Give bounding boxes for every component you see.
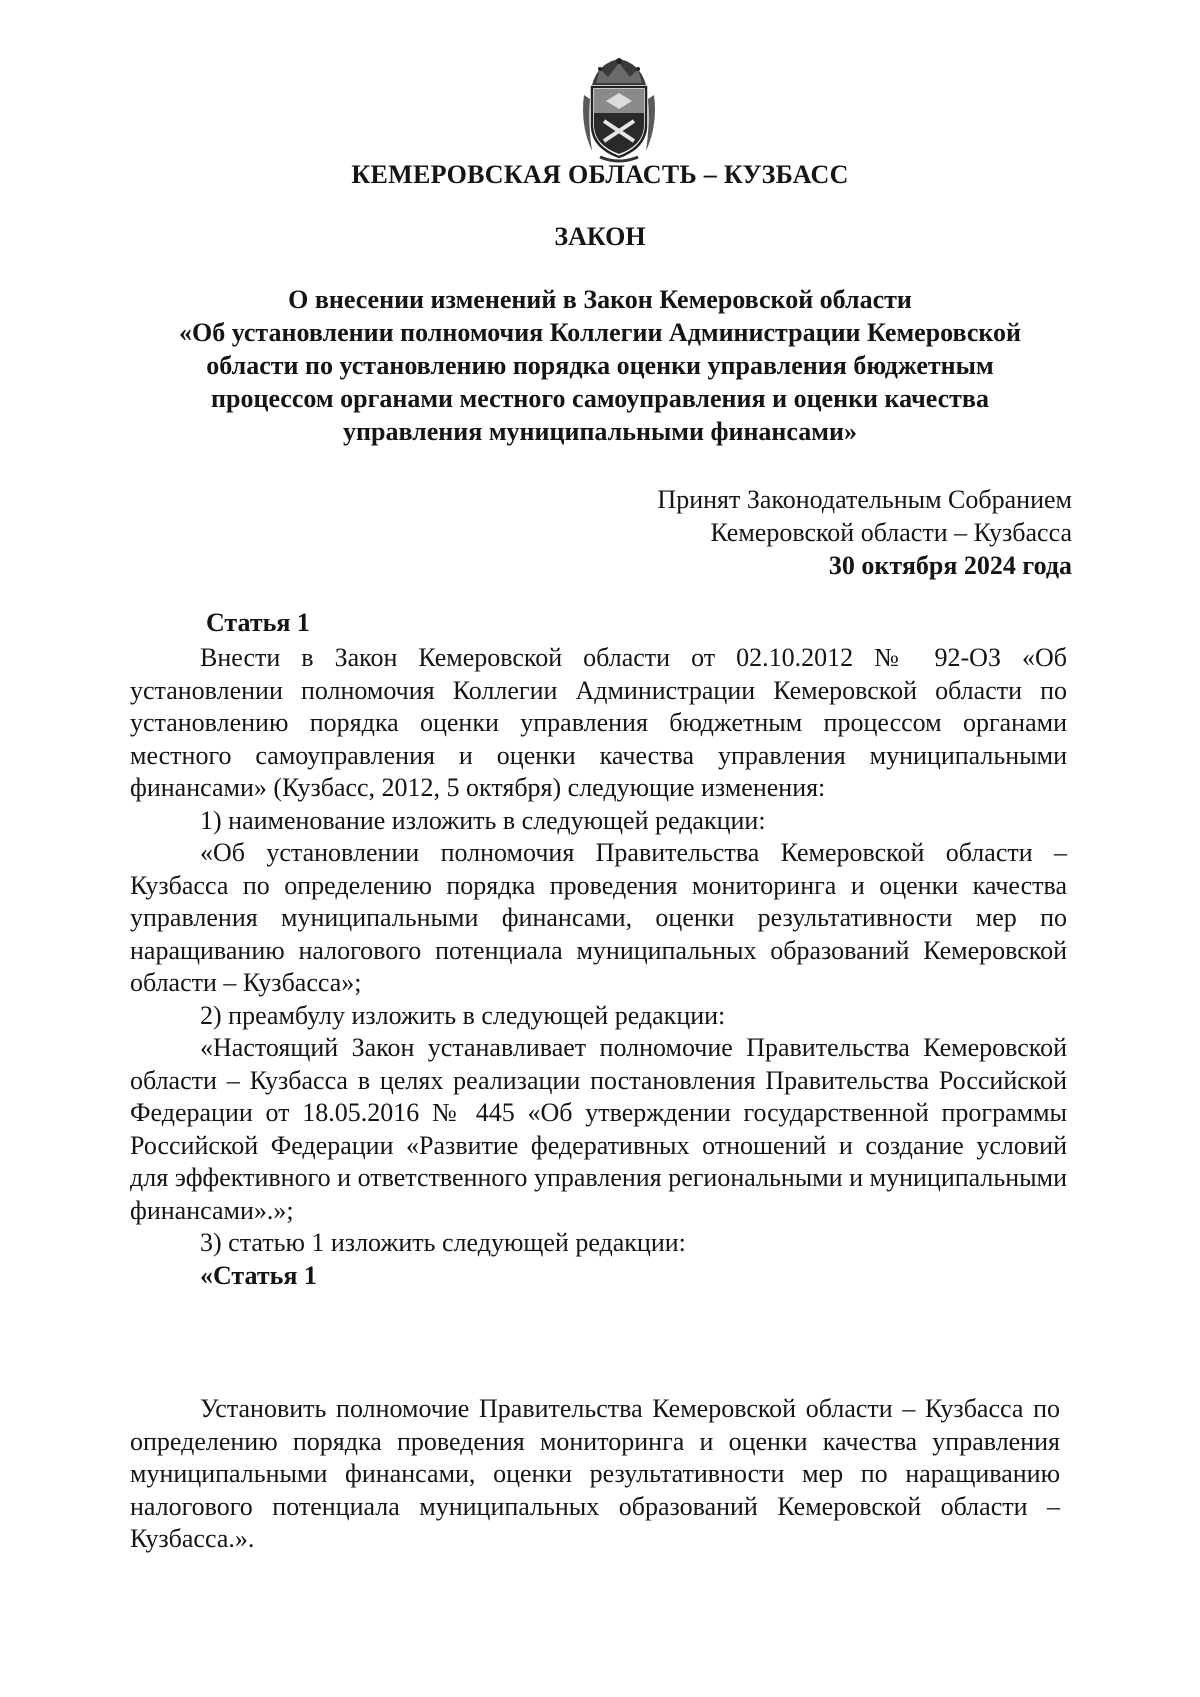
amendment-item: 3) статью 1 изложить следующей редакции:	[200, 1228, 686, 1257]
title-line: процессом органами местного самоуправления и оценки качества	[211, 384, 989, 413]
adoption-line: Принят Законодательным Собранием	[657, 485, 1072, 514]
article-heading: Статья 1	[206, 608, 310, 637]
quoted-article-heading: «Статья 1	[200, 1260, 317, 1290]
coat-of-arms-emblem	[578, 55, 660, 165]
law-title	[0, 283, 1200, 448]
amendment-item: 1) наименование изложить в следующей редакции:	[200, 805, 766, 835]
amendment-text: «Настоящий Закон устанавливает полномочие Правительства Кемеровской области – Кузбасса в целях реализации постановления Правительства Российской Федерации от 18.05.2016 № 445 «Об утверждении государственной программы Российской Федерации «Развитие федеративных отношений и создание условий для эффективного и ответственного управления региональными и муниципальными финансами».»;	[130, 1033, 1067, 1225]
title-line: области по установлению порядка оценки управления бюджетным	[206, 351, 994, 380]
region-name: КЕМЕРОВСКАЯ ОБЛАСТЬ – КУЗБАСС	[351, 160, 849, 189]
adoption-date: 30 октября 2024 года	[828, 551, 1072, 580]
document-type: ЗАКОН	[554, 222, 646, 251]
title-line: О внесении изменений в Закон Кемеровской области	[288, 285, 912, 314]
quoted-article-text: Установить полномочие Правительства Кемеровской области – Кузбасса по определению порядка проведения мониторинга и оценки качества управления муниципальными финансами, оценки результативности мер по наращиванию налогового потенциала муниципальных образований Кемеровской области – Кузбасса.».	[130, 1394, 1060, 1553]
title-line: «Об установлении полномочия Коллегии Администрации Кемеровской	[178, 318, 1022, 347]
adoption-block	[657, 483, 1072, 582]
quoted-article-body	[130, 1393, 1060, 1556]
title-line: управления муниципальными финансами»	[343, 417, 857, 446]
adoption-line: Кемеровской области – Кузбасса	[710, 518, 1072, 547]
article-intro: Внести в Закон Кемеровской области от 02.10.2012 № 92-ОЗ «Об установлении полномочия Коллегии Администрации Кемеровской области по установлению порядка оценки управления бюджетным процессом органами местного самоуправления и оценки качества управления муниципальными финансами» (Кузбасс, 2012, 5 октября) следующие изменения:	[130, 643, 1067, 802]
amendment-text: «Об установлении полномочия Правительства Кемеровской области – Кузбасса по определению порядка проведения мониторинга и оценки качества управления муниципальными финансами, оценки результативности мер по наращиванию налогового потенциала муниципальных образований Кемеровской области – Кузбасса»;	[130, 838, 1067, 997]
article-body	[130, 642, 1067, 1292]
amendment-item: 2) преамбулу изложить в следующей редакции:	[200, 1000, 726, 1030]
